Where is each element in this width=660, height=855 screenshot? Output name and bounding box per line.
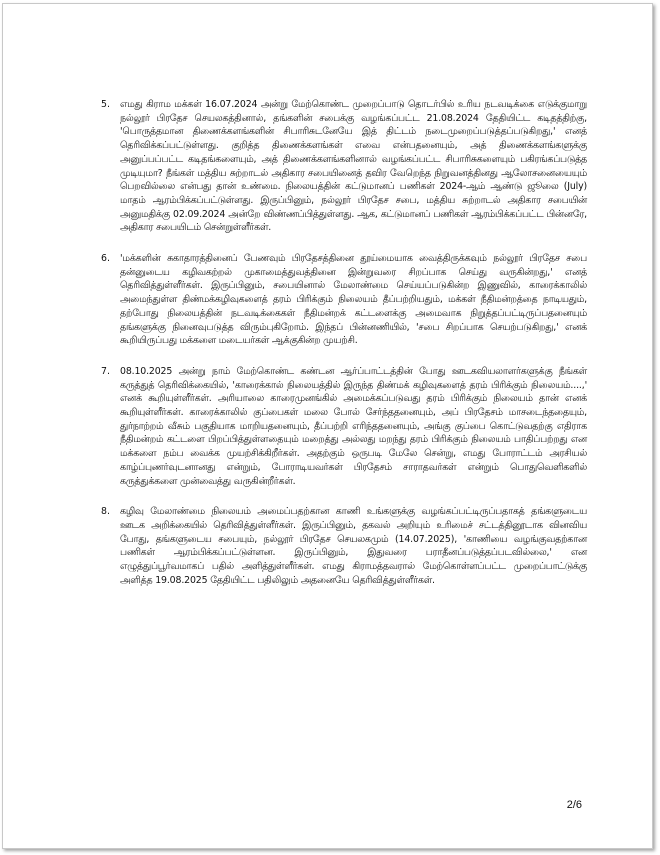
list-item (101, 365, 587, 488)
list-item (101, 252, 587, 348)
list-item (101, 505, 587, 587)
numbered-list (101, 98, 587, 605)
item-paragraph: 'மக்களின் சுகாதாரத்தினைப் பேணவும் பிரதேசத்தினை தூய்மையாக வைத்திருக்கவும் நல்லூர் பிரதேச சபை தன்னுடைய கழிவகற்றல் முகாமைத்துவத்தினை இன்றுவரை சிறப்பாக செய்து வருகின்றது,' எனத் தெரிவித்துள்ளீர்கள். இருப்பினும், சபையினால் மேலாண்மை செய்யப்படுகின்ற இணுவில், காரைக்காலில் அமைந்துள்ள திண்மக்கழிவுகளைத் தரம் பிரிக்கும் நிலையம் தீப்பற்றியதும், மக்கள் நீதிமன்றத்தை நாடியதும், தற்போது நிலையத்தின் நடவடிக்கைகள் நீதிமன்றக் கட்டளைக்கு அமைவாக நிறுத்தப்பட்டிருப்பதனையும் தங்களுக்கு நினைவுபடுத்த விரும்புகிறோம். இந்தப் பின்னணியில், 'சபை சிறப்பாக செயற்படுகிறது,' எனக் கூறியிருப்பது மக்களை மடையர்கள் ஆக்குகின்ற முயற்சி. (120, 253, 587, 347)
page-number: 2/6 (566, 799, 582, 811)
item-number: 5. (101, 99, 110, 110)
document-page (2, 3, 653, 849)
item-number: 6. (101, 253, 110, 265)
item-paragraph: எமது கிராம மக்கள் 16.07.2024 அன்று மேற்கொண்ட முறைப்பாடு தொடர்பில் உரிய நடவடிக்கை எடுக்குமாறு நல்லூர் பிரதேச செயலகத்தினால், தங்களின் சபைக்கு வழங்கப்பட்ட 21.08.2024 தேதியிட்ட கடிதத்திற்கு, 'பொருத்தமான திணைக்களங்களின் சிபாரிசுடனேயே இத் திட்டம் நடைமுறைப்படுத்தப்படுகிறது,' எனத் தெரிவிக்கப்பட்டுள்ளது. குறித்த திணைக்களங்கள் எவை என்பதனையும், அத் திணைக்களங்களுக்கு அனுப்பப்பட்ட கடிதங்களையும், அத் திணைக்களங்களினால் வழங்கப்பட்ட சிபாரிசுகளையும் பகிரங்கப்படுத்த முடியுமா? நீங்கள் மத்திய சுற்றாடல் அதிகார சபையினைத் தவிர வேறெந்த நிறுவனத்தினது ஆலோசனையையும் பெறவில்லை என்பது தான் உண்மை. நிலையத்தின் கட்டுமானப் பணிகள் 2024-ஆம் ஆண்டு ஜூலை (July) மாதம் ஆரம்பிக்கப்பட்டுள்ளது. இருப்பினும், நல்லூர் பிரதேச சபை, மத்திய சுற்றாடல் அதிகார சபையின் அனுமதிக்கு 02.09.2024 அன்றே விண்ணப்பித்துள்ளது. ஆக, கட்டுமானப் பணிகள் ஆரம்பிக்கப்பட்ட பின்னரே, அதிகார சபையிடம் சென்றுள்ளீர்கள். (120, 99, 587, 234)
item-paragraph: கழிவு மேலாண்மை நிலையம் அமைப்பதற்கான காணி உங்களுக்கு வழங்கப்பட்டிருப்பதாகத் தங்களுடைய ஊடக அறிக்கையில் தெரிவித்துள்ளீர்கள். இருப்பினும், தகவல் அறியும் உரிமைச் சட்டத்தினூடாக வினவிய போது, தங்களுடைய சபையும், நல்லூர் பிரதேச செயலகமும் (14.07.2025), 'காணியை வழங்குவதற்கான பணிகள் ஆரம்பிக்கப்பட்டுள்ளன. இருப்பினும், இதுவரை பராதீனப்படுத்தப்படவில்லை,' என எழுத்துப்பூர்வமாகப் பதில் அளித்துள்ளீர்கள். எமது கிராமத்தவரால் மேற்கொள்ளப்பட்ட முறைப்பாட்டுக்கு அளித்த 19.08.2025 தேதியிட்ட பதிலிலும் அதனையே தெரிவித்துள்ளீர்கள். (120, 506, 587, 586)
list-item (101, 98, 587, 235)
item-paragraph: 08.10.2025 அன்று நாம் மேற்கொண்ட கண்டன ஆர்ப்பாட்டத்தின் போது ஊடகவியலாளர்களுக்கு நீங்கள் கருத்துத் தெரிவிக்கையில், 'காரைக்கால் நிலையத்தில் இருந்த திண்மக் கழிவுகளைத் தரம் பிரிக்கும் நிலையம்....,' எனக் கூறியுள்ளீர்கள். அரியாலை காரைமுனங்கில் அமைக்கப்படுவது தரம் பிரிக்கும் நிலையம் தான் எனக் கூறியுள்ளீர்கள். காரைக்காலில் குப்பைகள் மலை போல் சேர்ந்ததனையும், அப் பிரதேசம் மாசடைந்ததையும், துர்நாற்றம் வீசும் பகுதியாக மாறியதனையும், தீப்பற்றி எரிந்ததனையும், அங்கு குப்பை கொட்டுவதற்கு எதிராக நீதிமன்றம் கட்டளை பிறப்பித்துள்ளதையும் மறைத்து அல்லது மறந்து தரம் பிரிக்கும் நிலையம் பாதிப்பற்றது என மக்களை நம்ப வைக்க முயற்சிக்கிறீர்கள். அதற்கும் ஒருபடி மேலே சென்று, எமது போராட்டம் அரசியல் காழ்ப்புணர்வுடனானது என்றும், போராடியவர்கள் பிரதேசம் சாராதவர்கள் என்றும் பொதுவெளிகளில் கருத்துக்களை முன்வைத்து வருகின்றீர்கள். (120, 365, 587, 487)
item-number: 7. (101, 365, 110, 377)
item-number: 8. (101, 506, 110, 518)
